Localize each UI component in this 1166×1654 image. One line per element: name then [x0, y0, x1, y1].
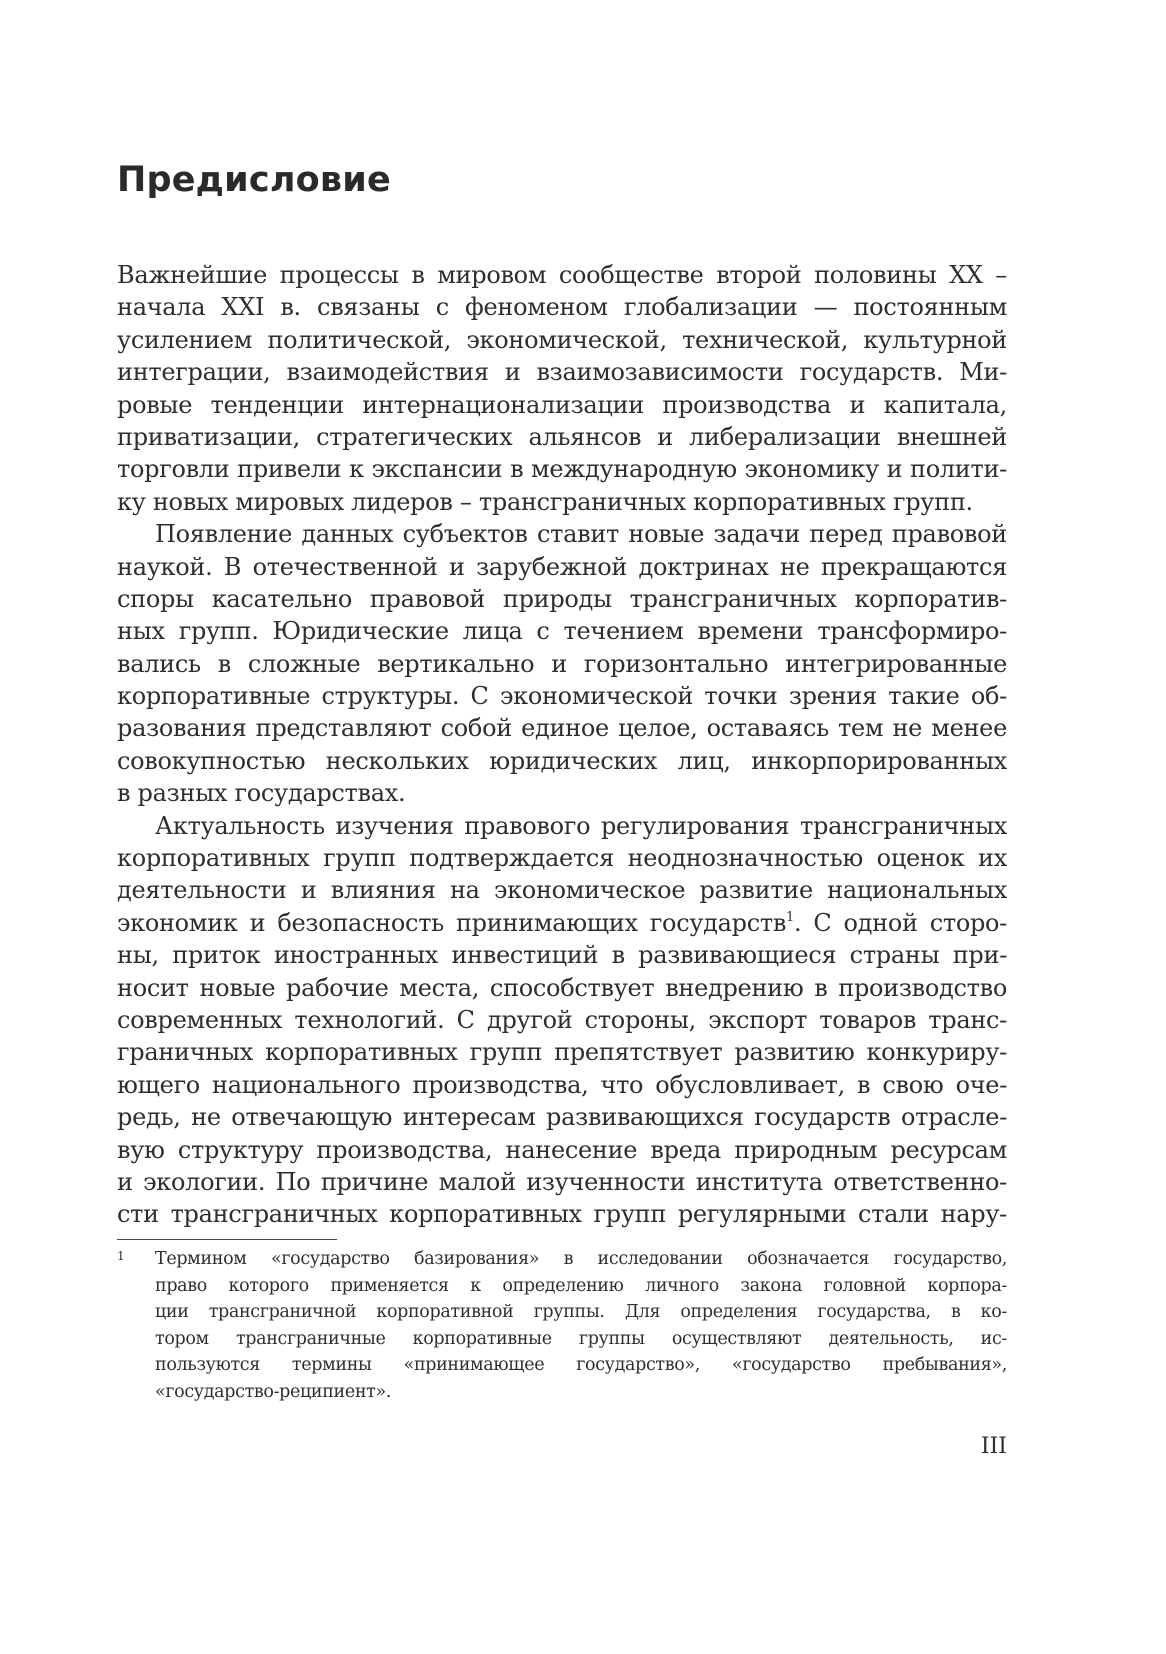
text-line: ны, приток иностранных инвестиций в развивающиеся страны при-: [117, 941, 1007, 970]
footnote-line: ции трансграничной корпоративной группы. Для определения государства, в ко-: [155, 1302, 1007, 1322]
text-line: начала XXI в. связаны с феноменом глобализации — постоянным: [117, 293, 1007, 322]
footnote-text: [155, 1246, 1007, 1405]
text-line: вались в сложные вертикально и горизонтально интегрированные: [117, 649, 1007, 678]
text-line: интеграции, взаимодействия и взаимозависимости государств. Ми-: [117, 358, 1007, 387]
text-line: корпоративные структуры. С экономической точки зрения такие об-: [117, 682, 1007, 711]
footnote-line: тором трансграничные корпоративные группы осуществляют деятельность, ис-: [155, 1328, 1007, 1349]
text-line: деятельности и влияния на экономическое развитие национальных: [117, 876, 1007, 905]
footnote-line: пользуются термины «принимающее государство», «государство пребывания»,: [155, 1355, 1007, 1375]
text-line: наукой. В отечественной и зарубежной доктринах не прекращаются: [117, 552, 1007, 581]
footnote-line: право которого применяется к определению личного закона головной корпора-: [155, 1275, 1007, 1296]
page-number: III: [980, 1434, 1007, 1459]
page-title: Предисловие: [117, 160, 391, 200]
paragraph-2: [117, 518, 1007, 810]
text-line: Появление данных субъектов ставит новые задачи перед правовой: [155, 520, 1007, 549]
text-line: корпоративных групп подтверждается неоднозначностью оценок их: [117, 844, 1007, 873]
text-line-with-footnote: [117, 907, 1007, 939]
text-line: носит новые рабочие места, способствует внедрению в производство: [117, 973, 1007, 1002]
text-line-start: экономик и безопасность принимающих государств: [117, 908, 787, 937]
text-line: усилением политической, экономической, технической, культурной: [117, 325, 1007, 354]
text-line-end: . С одной сторо-: [794, 908, 1007, 937]
text-line: ку новых мировых лидеров – трансграничных корпоративных групп.: [117, 487, 973, 516]
footnote-mark: 1: [117, 1249, 125, 1263]
text-line: граничных корпоративных групп препятствует развитию конкуриру-: [117, 1038, 1007, 1067]
footnote-reference[interactable]: 1: [786, 909, 795, 925]
text-line: современных технологий. С другой стороны, экспорт товаров транс-: [117, 1005, 1007, 1034]
text-line: ровые тенденции интернационализации производства и капитала,: [117, 390, 1007, 419]
text-line: приватизации, стратегических альянсов и либерализации внешней: [117, 422, 1007, 451]
footnote-line: Термином «государство базирования» в исследовании обозначается государство,: [155, 1249, 1007, 1269]
text-line: вую структуру производства, нанесение вреда природным ресурсам: [117, 1135, 1007, 1164]
body-text: [117, 259, 1007, 1231]
paragraph-1: [117, 259, 1007, 518]
paragraph-3: [117, 810, 1007, 1231]
text-line: и экологии. По причине малой изученности института ответственно-: [117, 1167, 1007, 1196]
text-line: ющего национального производства, что обусловливает, в свою оче-: [117, 1070, 1007, 1099]
text-line: ных групп. Юридические лица с течением времени трансформиро-: [117, 617, 1007, 646]
footnote-line: «государство-реципиент».: [155, 1381, 392, 1402]
text-line: разования представляют собой единое целое, оставаясь тем не менее: [117, 714, 1007, 743]
text-line: в разных государствах.: [117, 779, 406, 808]
text-line: торговли привели к экспансии в международную экономику и полити-: [117, 455, 1007, 484]
text-line: Актуальность изучения правового регулирования трансграничных: [155, 811, 1007, 840]
footnote-separator: [117, 1239, 337, 1240]
text-line: сти трансграничных корпоративных групп регулярными стали нару-: [117, 1200, 1007, 1229]
text-line: совокупностью нескольких юридических лиц, инкорпорированных: [117, 746, 1007, 775]
text-line: Важнейшие процессы в мировом сообществе второй половины XX –: [117, 261, 1007, 289]
text-line: споры касательно правовой природы трансграничных корпоратив-: [117, 584, 1007, 613]
text-line: редь, не отвечающую интересам развивающихся государств отрасле-: [117, 1103, 1007, 1132]
